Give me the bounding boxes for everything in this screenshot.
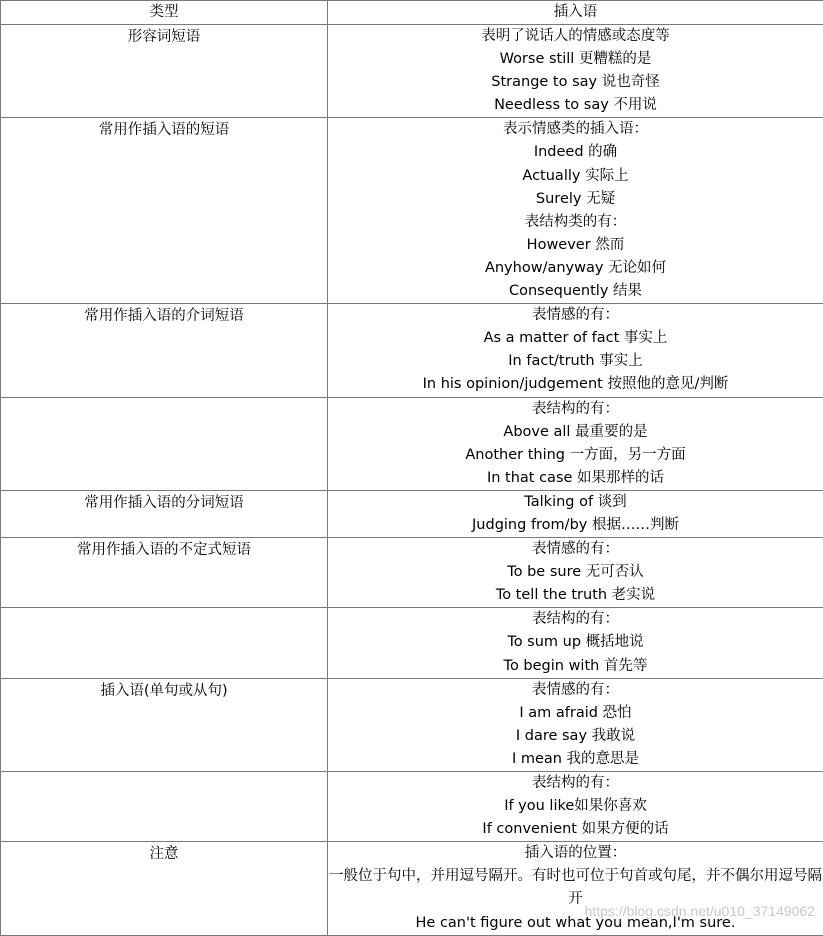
type-cell — [1, 608, 328, 678]
type-label: 常用作插入语的不定式短语 — [1, 539, 327, 562]
header-phrase: 插入语 — [328, 1, 823, 25]
type-cell — [1, 842, 328, 935]
phrase-line: Judging from/by 根据……判断 — [328, 514, 823, 537]
phrase-line: To sum up 概括地说 — [328, 631, 823, 654]
phrase-line: To be sure 无可否认 — [328, 561, 823, 584]
header-type: 类型 — [1, 1, 328, 25]
table-row — [1, 490, 823, 537]
type-cell — [1, 25, 328, 118]
type-label: 常用作插入语的短语 — [1, 119, 327, 142]
phrase-cell — [328, 118, 823, 304]
phrase-line: 表结构的有： — [328, 772, 823, 795]
phrase-line: As a matter of fact 事实上 — [328, 327, 823, 350]
table-row — [1, 608, 823, 678]
phrase-line: I am afraid 恐怕 — [328, 702, 823, 725]
phrase-line: 表结构的有： — [328, 398, 823, 421]
phrase-cell — [328, 304, 823, 397]
phrase-line: He can't figure out what you mean,I'm sure. — [328, 912, 823, 935]
table-row — [1, 842, 823, 935]
phrase-line: 表情感的有： — [328, 538, 823, 561]
phrase-line: Surely 无疑 — [328, 188, 823, 211]
table-row — [1, 25, 823, 118]
phrase-line: If convenient 如果方便的话 — [328, 818, 823, 841]
type-cell — [1, 772, 328, 842]
phrase-cell — [328, 397, 823, 490]
phrase-line: 表明了说话人的情感或态度等 — [328, 25, 823, 48]
type-label: 常用作插入语的分词短语 — [1, 492, 327, 515]
phrase-line: In fact/truth 事实上 — [328, 350, 823, 373]
type-label: 常用作插入语的介词短语 — [1, 305, 327, 328]
phrase-cell — [328, 538, 823, 608]
phrase-line: Needless to say 不用说 — [328, 94, 823, 117]
phrase-line: Strange to say 说也奇怪 — [328, 71, 823, 94]
phrase-cell — [328, 678, 823, 771]
phrase-line: 表结构类的有： — [328, 211, 823, 234]
phrase-line: Worse still 更糟糕的是 — [328, 48, 823, 71]
phrase-line: Another thing 一方面，另一方面 — [328, 444, 823, 467]
phrase-line: 表示情感类的插入语： — [328, 118, 823, 141]
phrase-line: Anyhow/anyway 无论如何 — [328, 257, 823, 280]
phrase-line: Talking of 谈到 — [328, 491, 823, 514]
phrase-line: 表情感的有： — [328, 304, 823, 327]
phrase-cell — [328, 608, 823, 678]
phrase-line: In his opinion/judgement 按照他的意见/判断 — [328, 373, 823, 396]
type-cell — [1, 118, 328, 304]
phrase-line: 插入语的位置： — [328, 842, 823, 865]
phrase-line: 表情感的有： — [328, 679, 823, 702]
table-row — [1, 772, 823, 842]
phrase-line: Consequently 结果 — [328, 280, 823, 303]
phrase-cell — [328, 25, 823, 118]
table-row — [1, 118, 823, 304]
phrase-line: Above all 最重要的是 — [328, 421, 823, 444]
phrase-line: 表结构的有： — [328, 608, 823, 631]
phrase-line: However 然而 — [328, 234, 823, 257]
phrase-line: To tell the truth 老实说 — [328, 584, 823, 607]
type-cell — [1, 678, 328, 771]
phrase-cell — [328, 842, 823, 935]
phrase-line: I mean 我的意思是 — [328, 748, 823, 771]
table-row — [1, 397, 823, 490]
header-row — [1, 1, 823, 25]
phrase-line: 一般位于句中，并用逗号隔开。有时也可位于句首或句尾，并不偶尔用逗号隔开 — [328, 865, 823, 911]
type-label: 插入语(单句或从句) — [1, 680, 327, 703]
type-label: 形容词短语 — [1, 26, 327, 49]
table-row — [1, 678, 823, 771]
type-cell — [1, 397, 328, 490]
type-cell — [1, 490, 328, 537]
watermark: https://blog.csdn.net/u010_37149062 — [585, 903, 815, 919]
type-label: 注意 — [1, 843, 327, 866]
phrase-cell — [328, 490, 823, 537]
table-row — [1, 538, 823, 608]
type-cell — [1, 304, 328, 397]
type-cell — [1, 538, 328, 608]
table-row — [1, 304, 823, 397]
phrase-line: Indeed 的确 — [328, 141, 823, 164]
phrase-line: If you like如果你喜欢 — [328, 795, 823, 818]
phrase-line: I dare say 我敢说 — [328, 725, 823, 748]
phrase-line: To begin with 首先等 — [328, 655, 823, 678]
phrase-cell — [328, 772, 823, 842]
phrase-line: In that case 如果那样的话 — [328, 467, 823, 490]
phrase-line: Actually 实际上 — [328, 165, 823, 188]
